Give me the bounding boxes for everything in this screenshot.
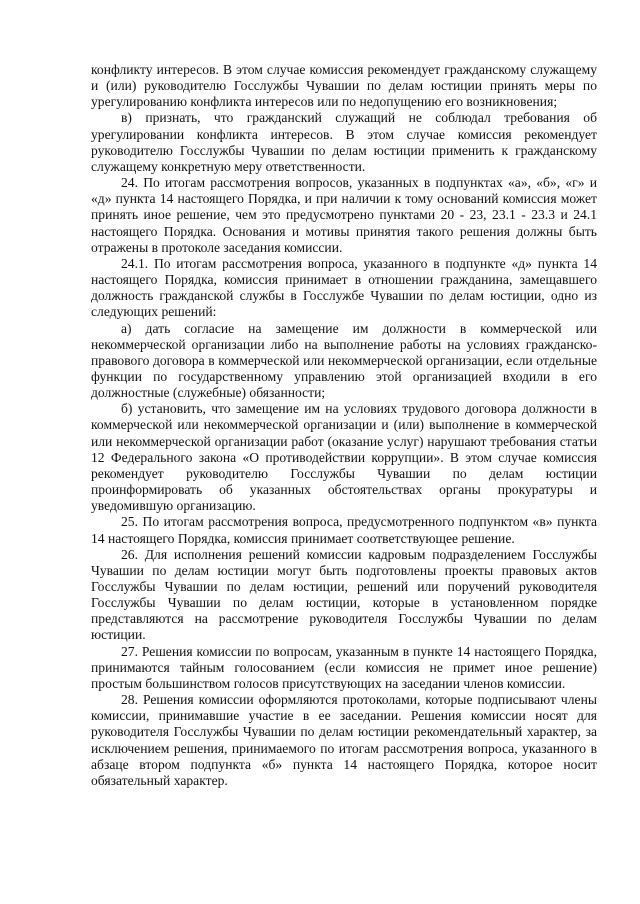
paragraph-item-25: 25. По итогам рассмотрения вопроса, предусмотренного подпунктом «в» пункта 14 настоящего Порядка, комиссия принимает соответствующее решение. (91, 514, 597, 546)
paragraph-conflict-continuation: конфликту интересов. В этом случае комиссия рекомендует гражданскому служащему и (или) руководителю Госслужбы Чувашии по делам юстиции принять меры по урегулированию конфликта интересов или по недопущению его возникновения; (91, 62, 597, 110)
document-page (91, 62, 597, 789)
paragraph-subitem-a: а) дать согласие на замещение им должности в коммерческой или некоммерческой организации либо на выполнение работы на условиях гражданско-правового договора в коммерческой или некоммерческой организации, если отдельные функции по государственному управлению этой организацией входили в его должностные (служебные) обязанности; (91, 320, 597, 401)
paragraph-subitem-b: б) установить, что замещение им на условиях трудового договора должности в коммерческой или некоммерческой организации и (или) выполнение в коммерческой или некоммерческой организации работ (оказание услуг) нарушают требования статьи 12 Федерального закона «О противодействии коррупции». В этом случае комиссия рекомендует руководителю Госслужбы Чувашии по делам юстиции проинформировать об указанных обстоятельствах органы прокуратуры и уведомившую организацию. (91, 401, 597, 514)
paragraph-item-28: 28. Решения комиссии оформляются протоколами, которые подписывают члены комиссии, принимавшие участие в ее заседании. Решения комиссии носят для руководителя Госслужбы Чувашии по делам юстиции рекомендательный характер, за исключением решения, принимаемого по итогам рассмотрения вопроса, указанного в абзаце втором подпункта «б» пункта 14 настоящего Порядка, которое носит обязательный характер. (91, 692, 597, 788)
paragraph-subitem-v: в) признать, что гражданский служащий не соблюдал требования об урегулировании конфликта интересов. В этом случае комиссия рекомендует руководителю Госслужбы Чувашии по делам юстиции применить к гражданскому служащему конкретную меру ответственности. (91, 110, 597, 174)
paragraph-item-26: 26. Для исполнения решений комиссии кадровым подразделением Госслужбы Чувашии по делам юстиции могут быть подготовлены проекты правовых актов Госслужбы Чувашии по делам юстиции, решений или поручений руководителя Госслужбы Чувашии по делам юстиции, которые в установленном порядке представляются на рассмотрение руководителя Госслужбы Чувашии по делам юстиции. (91, 546, 597, 643)
paragraph-item-24-1: 24.1. По итогам рассмотрения вопроса, указанного в подпункте «д» пункта 14 настоящего Порядка, комиссия принимает в отношении гражданина, замещавшего должность гражданской службы в Госслужбе Чувашии по делам юстиции, одно из следующих решений: (91, 255, 597, 320)
paragraph-item-27: 27. Решения комиссии по вопросам, указанным в пункте 14 настоящего Порядка, принимаются тайным голосованием (если комиссия не примет иное решение) простым большинством голосов присутствующих на заседании членов комиссии. (91, 643, 597, 691)
paragraph-item-24: 24. По итогам рассмотрения вопросов, указанных в подпунктах «а», «б», «г» и «д» пункта 14 настоящего Порядка, и при наличии к тому оснований комиссия может принять иное решение, чем это предусмотрено пунктами 20 - 23, 23.1 - 23.3 и 24.1 настоящего Порядка. Основания и мотивы принятия такого решения должны быть отражены в протоколе заседания комиссии. (91, 175, 597, 255)
